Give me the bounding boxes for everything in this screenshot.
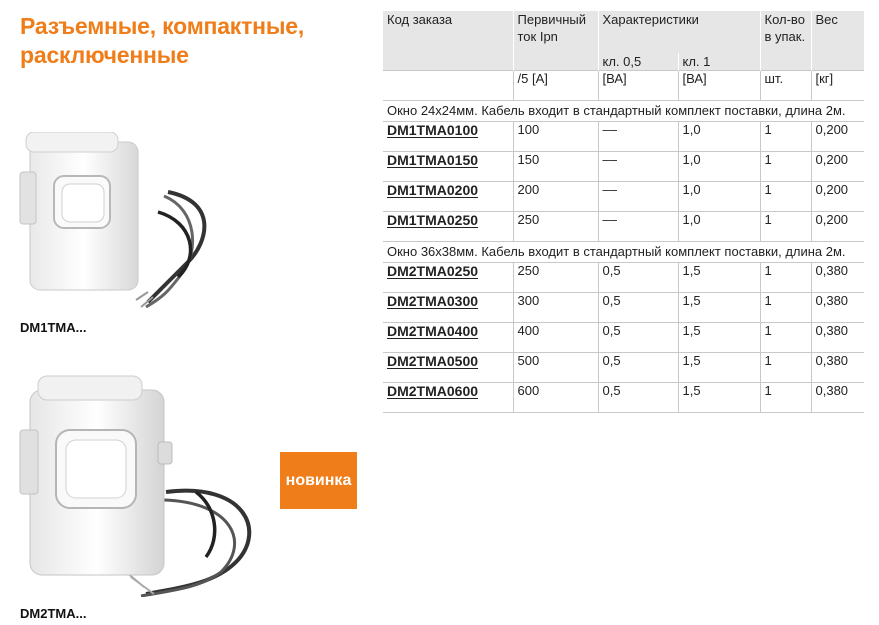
header-primary-current: Первичный ток Ipn [513, 11, 598, 71]
specification-table [383, 11, 864, 413]
quantity: 1 [760, 212, 811, 242]
primary-current: 150 [513, 152, 598, 182]
table-row [383, 182, 864, 212]
class-05-power: –– [598, 122, 678, 152]
group-note-row [383, 101, 864, 122]
class-05-power: 0,5 [598, 263, 678, 293]
page-title: Разъемные, компактные, расключенные [20, 13, 305, 68]
primary-current: 200 [513, 182, 598, 212]
table-row [383, 122, 864, 152]
weight: 0,380 [811, 383, 864, 413]
product-caption-dm1tma: DM1TMA... [20, 320, 87, 335]
dm2tma-transformer-image [16, 372, 276, 597]
order-code: DM1TMA0150 [383, 152, 513, 182]
quantity: 1 [760, 323, 811, 353]
product-caption-dm2tma: DM2TMA... [20, 606, 87, 621]
quantity: 1 [760, 383, 811, 413]
weight: 0,200 [811, 212, 864, 242]
primary-current: 250 [513, 263, 598, 293]
quantity: 1 [760, 293, 811, 323]
class-1-power: 1,0 [678, 212, 760, 242]
quantity: 1 [760, 182, 811, 212]
header-code: Код заказа [383, 11, 513, 71]
header-quantity: Кол-во в упак. [760, 11, 811, 71]
table-row [383, 383, 864, 413]
weight: 0,380 [811, 293, 864, 323]
primary-current: 100 [513, 122, 598, 152]
class-05-power: –– [598, 182, 678, 212]
header-weight: Вес [811, 11, 864, 71]
class-1-power: 1,0 [678, 152, 760, 182]
group-note-row [383, 242, 864, 263]
class-1-power: 1,5 [678, 383, 760, 413]
order-code: DM2TMA0600 [383, 383, 513, 413]
table-header-row [383, 11, 864, 53]
primary-current: 250 [513, 212, 598, 242]
table-row [383, 293, 864, 323]
class-05-power: 0,5 [598, 323, 678, 353]
class-1-power: 1,5 [678, 323, 760, 353]
class-1-power: 1,5 [678, 293, 760, 323]
order-code: DM1TMA0250 [383, 212, 513, 242]
weight: 0,200 [811, 182, 864, 212]
group-note: Окно 24x24мм. Кабель входит в стандартный комплект поставки, длина 2м. [387, 103, 846, 118]
class-05-power: 0,5 [598, 353, 678, 383]
table-row [383, 323, 864, 353]
weight: 0,200 [811, 152, 864, 182]
table-row [383, 152, 864, 182]
order-code: DM2TMA0250 [383, 263, 513, 293]
order-code: DM1TMA0200 [383, 182, 513, 212]
group-note: Окно 36x38мм. Кабель входит в стандартный комплект поставки, длина 2м. [387, 244, 846, 259]
weight: 0,380 [811, 323, 864, 353]
header-class-05: кл. 0,5 [598, 53, 678, 71]
class-05-power: 0,5 [598, 383, 678, 413]
class-05-power: 0,5 [598, 293, 678, 323]
class-05-power: –– [598, 152, 678, 182]
unit-class-1: [ВА] [678, 71, 760, 101]
class-1-power: 1,5 [678, 353, 760, 383]
weight: 0,380 [811, 353, 864, 383]
quantity: 1 [760, 353, 811, 383]
table-row [383, 263, 864, 293]
new-badge: новинка [280, 452, 357, 509]
order-code: DM2TMA0500 [383, 353, 513, 383]
unit-primary: /5 [A] [513, 71, 598, 101]
header-characteristics: Характеристики [598, 11, 760, 53]
class-1-power: 1,0 [678, 182, 760, 212]
primary-current: 500 [513, 353, 598, 383]
quantity: 1 [760, 263, 811, 293]
weight: 0,380 [811, 263, 864, 293]
unit-weight: [кг] [811, 71, 864, 101]
unit-class-05: [ВА] [598, 71, 678, 101]
order-code: DM1TMA0100 [383, 122, 513, 152]
unit-quantity: шт. [760, 71, 811, 101]
order-code: DM2TMA0400 [383, 323, 513, 353]
primary-current: 400 [513, 323, 598, 353]
class-05-power: –– [598, 212, 678, 242]
primary-current: 600 [513, 383, 598, 413]
order-code: DM2TMA0300 [383, 293, 513, 323]
quantity: 1 [760, 152, 811, 182]
quantity: 1 [760, 122, 811, 152]
table-row [383, 212, 864, 242]
header-class-1: кл. 1 [678, 53, 760, 71]
table-units-row [383, 71, 864, 101]
class-1-power: 1,5 [678, 263, 760, 293]
class-1-power: 1,0 [678, 122, 760, 152]
weight: 0,200 [811, 122, 864, 152]
primary-current: 300 [513, 293, 598, 323]
table-row [383, 353, 864, 383]
dm1tma-transformer-image [18, 132, 228, 310]
